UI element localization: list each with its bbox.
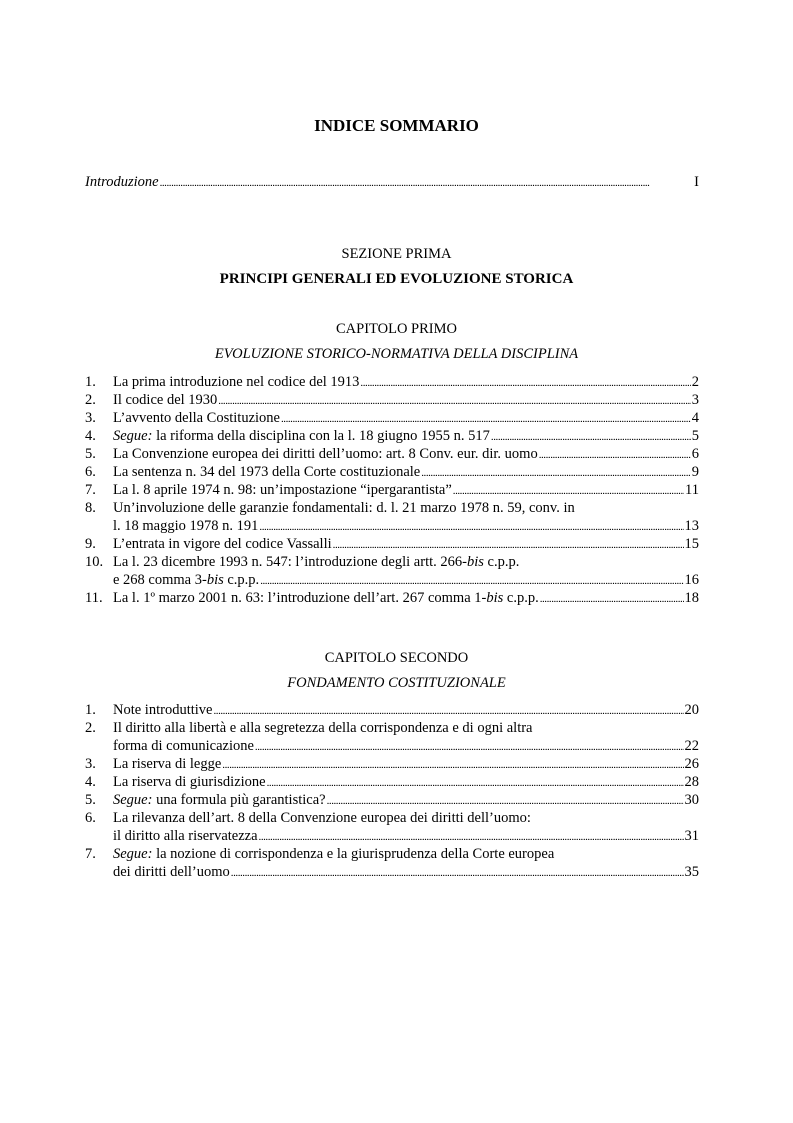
entry-page: 20 [684,702,699,718]
entry-text-part: Il codice del 1930 [113,392,218,408]
intro-page: I [694,174,699,190]
entry-line [113,499,699,517]
leader-dots [281,409,691,428]
entry-text [113,827,258,845]
leader-dots [360,373,690,392]
entry-body [113,445,699,463]
entry-text-part: Il diritto alla libertà e alla segretezza della corrispondenza e di ogni altra [113,720,533,736]
entry-text-part: Segue: [113,792,153,808]
entry-number: 2. [85,720,96,736]
entry-text-part: c.p.p. [483,554,520,570]
entry-text-part: l. 18 maggio 1978 n. 191 [113,518,259,534]
entry-page: 26 [684,756,699,772]
toc-entry [85,463,699,481]
chapter-1-title: EVOLUZIONE STORICO-NORMATIVA DELLA DISCIPLINA [214,346,579,362]
entry-number: 9. [85,536,96,552]
entry-line [113,445,699,463]
entry-page: 2 [691,374,699,390]
entry-text-part: Segue: [113,428,153,444]
entry-body [113,773,699,791]
entry-page: 15 [684,536,699,552]
entry-line [113,809,699,827]
section-label: SEZIONE PRIMA [341,246,452,262]
entry-text-part: e 268 comma 3- [113,572,207,588]
entry-line [113,737,699,755]
toc-entry [85,427,699,445]
entry-text-part: il diritto alla riservatezza [113,828,258,844]
entry-body [113,589,699,607]
leader-dots [231,863,684,882]
entry-body [113,701,699,719]
entry-number: 2. [85,392,96,408]
toc-entry [85,553,699,589]
entry-line [113,827,699,845]
toc-entry [85,773,699,791]
entry-text-part: Segue: [113,846,153,862]
entry-body [113,427,699,445]
leader-dots [259,517,683,536]
entry-text-part: dei diritti dell’uomo [113,864,230,880]
entry-line [113,701,699,719]
entry-number: 3. [85,756,96,772]
entry-page: 5 [691,428,699,444]
entry-text [113,499,575,517]
entry-line [113,535,699,553]
entry-text [113,701,212,719]
entry-text-part: bis [206,572,224,588]
chapter-2-label: CAPITOLO SECONDO [324,650,469,666]
leader-dots [222,755,683,774]
entry-text-part: c.p.p. [223,572,260,588]
entry-text [113,463,420,481]
entry-text [113,535,332,553]
entry-text [113,791,326,809]
entry-text [113,845,554,863]
entry-page: 31 [684,828,699,844]
entry-text-part: L’entrata in vigore del codice Vassalli [113,536,332,552]
entry-text-part: Note introduttive [113,702,213,718]
entry-number: 5. [85,792,96,808]
entry-number: 10. [85,554,104,570]
page-title: INDICE SOMMARIO [314,116,479,135]
entry-number: 3. [85,410,96,426]
entry-line [113,845,699,863]
entry-text-part: L’avvento della Costituzione [113,410,280,426]
leader-dots [260,571,683,590]
toc-entry [85,445,699,463]
entry-text-part: c.p.p. [503,590,539,606]
entry-text [113,391,217,409]
entry-page: 11 [685,482,699,498]
toc-entry [85,409,699,427]
chapter-1-toc [85,373,699,607]
entry-text-part: bis [466,554,484,570]
entry-text-part: La l. 23 dicembre 1993 n. 547: l’introduzione degli artt. 266- [113,554,467,570]
entry-number: 1. [85,374,96,390]
entry-line [113,463,699,481]
toc-entry [85,755,699,773]
intro-entry [85,174,699,192]
entry-text-part: La sentenza n. 34 del 1973 della Corte costituzionale [113,464,421,480]
entry-line [113,427,699,445]
entry-body [113,553,699,589]
entry-line [113,409,699,427]
section-title: PRINCIPI GENERALI ED EVOLUZIONE STORICA [219,271,574,287]
entry-body [113,809,699,845]
leader-dots [327,791,684,810]
leader-dots [259,827,684,846]
entry-text-part: La riserva di giurisdizione [113,774,266,790]
entry-page: 3 [691,392,699,408]
entry-body [113,481,699,499]
entry-text [113,773,266,791]
entry-page: 16 [684,572,699,588]
entry-text-part: La l. 1º marzo 2001 n. 63: l’introduzione dell’art. 267 comma 1- [113,590,487,606]
entry-text [113,409,280,427]
entry-body [113,373,699,391]
leader-dots [453,481,684,500]
entry-text [113,737,254,755]
entry-number: 4. [85,774,96,790]
entry-text-part: La prima introduzione nel codice del 1913 [113,374,360,390]
entry-body [113,845,699,881]
entry-text [113,427,490,445]
toc-entry [85,499,699,535]
leader-dots [539,445,691,464]
entry-text-part: Un’involuzione delle garanzie fondamentali: d. l. 21 marzo 1978 n. 59, conv. in [113,500,575,516]
entry-line [113,391,699,409]
entry-body [113,463,699,481]
entry-body [113,719,699,755]
leader-dots [540,589,684,608]
entry-page: 6 [691,446,699,462]
entry-number: 5. [85,446,96,462]
entry-page: 4 [691,410,699,426]
entry-body [113,755,699,773]
toc-entry [85,701,699,719]
entry-page: 13 [684,518,699,534]
entry-line [113,773,699,791]
entry-text [113,719,533,737]
leader-dots [333,535,684,554]
entry-text [113,553,519,571]
entry-page: 35 [684,864,699,880]
entry-body [113,391,699,409]
entry-body [113,499,699,535]
entry-page: 18 [684,590,699,606]
leader-dots [421,463,691,482]
entry-text-part: la riforma della disciplina con la l. 18 giugno 1955 n. 517 [152,428,490,444]
entry-line [113,373,699,391]
toc-entry [85,719,699,755]
entry-page: 28 [684,774,699,790]
entry-line [113,517,699,535]
entry-line [113,589,699,607]
toc-entry [85,809,699,845]
entry-body [113,791,699,809]
entry-text [113,481,452,499]
entry-text [113,809,531,827]
leader-dots [218,391,690,410]
entry-text-part: bis [486,590,504,606]
entry-text-part: la nozione di corrispondenza e la giurisprudenza della Corte europea [152,846,555,862]
entry-line [113,863,699,881]
entry-line [113,791,699,809]
entry-number: 6. [85,810,96,826]
leader-dots [491,427,691,446]
entry-number: 8. [85,500,96,516]
entry-line [113,719,699,737]
entry-number: 1. [85,702,96,718]
toc-entry [85,481,699,499]
entry-text [113,517,258,535]
entry-page: 22 [684,738,699,754]
leader-dots [213,701,683,720]
chapter-2-toc [85,701,699,881]
entry-number: 11. [85,590,103,606]
entry-text-part: La riserva di legge [113,756,222,772]
entry-body [113,409,699,427]
entry-text-part: La Convenzione europea dei diritti dell’uomo: art. 8 Conv. eur. dir. uomo [113,446,538,462]
leader-dots [267,773,684,792]
entry-line [113,481,699,499]
toc-entry [85,535,699,553]
leader-dots [255,737,684,756]
chapter-2-title: FONDAMENTO COSTITUZIONALE [287,675,506,691]
entry-number: 7. [85,482,96,498]
toc-entry [85,845,699,881]
entry-text-part: forma di comunicazione [113,738,254,754]
toc-entry [85,589,699,607]
toc-entry [85,373,699,391]
entry-body [113,535,699,553]
entry-text-part: La l. 8 aprile 1974 n. 98: un’impostazione “ipergarantista” [113,482,452,498]
entry-number: 4. [85,428,96,444]
leader-dots [160,174,694,191]
entry-text-part: La rilevanza dell’art. 8 della Convenzione europea dei diritti dell’uomo: [113,810,531,826]
entry-text [113,373,359,391]
entry-text [113,571,259,589]
entry-page: 9 [691,464,699,480]
entry-text [113,589,539,607]
toc-entry [85,791,699,809]
entry-text [113,863,230,881]
entry-text-part: una formula più garantistica? [152,792,326,808]
toc-entry [85,391,699,409]
entry-number: 6. [85,464,96,480]
entry-text [113,755,221,773]
chapter-1-label: CAPITOLO PRIMO [336,321,457,337]
entry-text [113,445,538,463]
entry-line [113,571,699,589]
entry-line [113,755,699,773]
entry-number: 7. [85,846,96,862]
intro-text: Introduzione [85,174,159,190]
entry-page: 30 [684,792,699,808]
entry-line [113,553,699,571]
